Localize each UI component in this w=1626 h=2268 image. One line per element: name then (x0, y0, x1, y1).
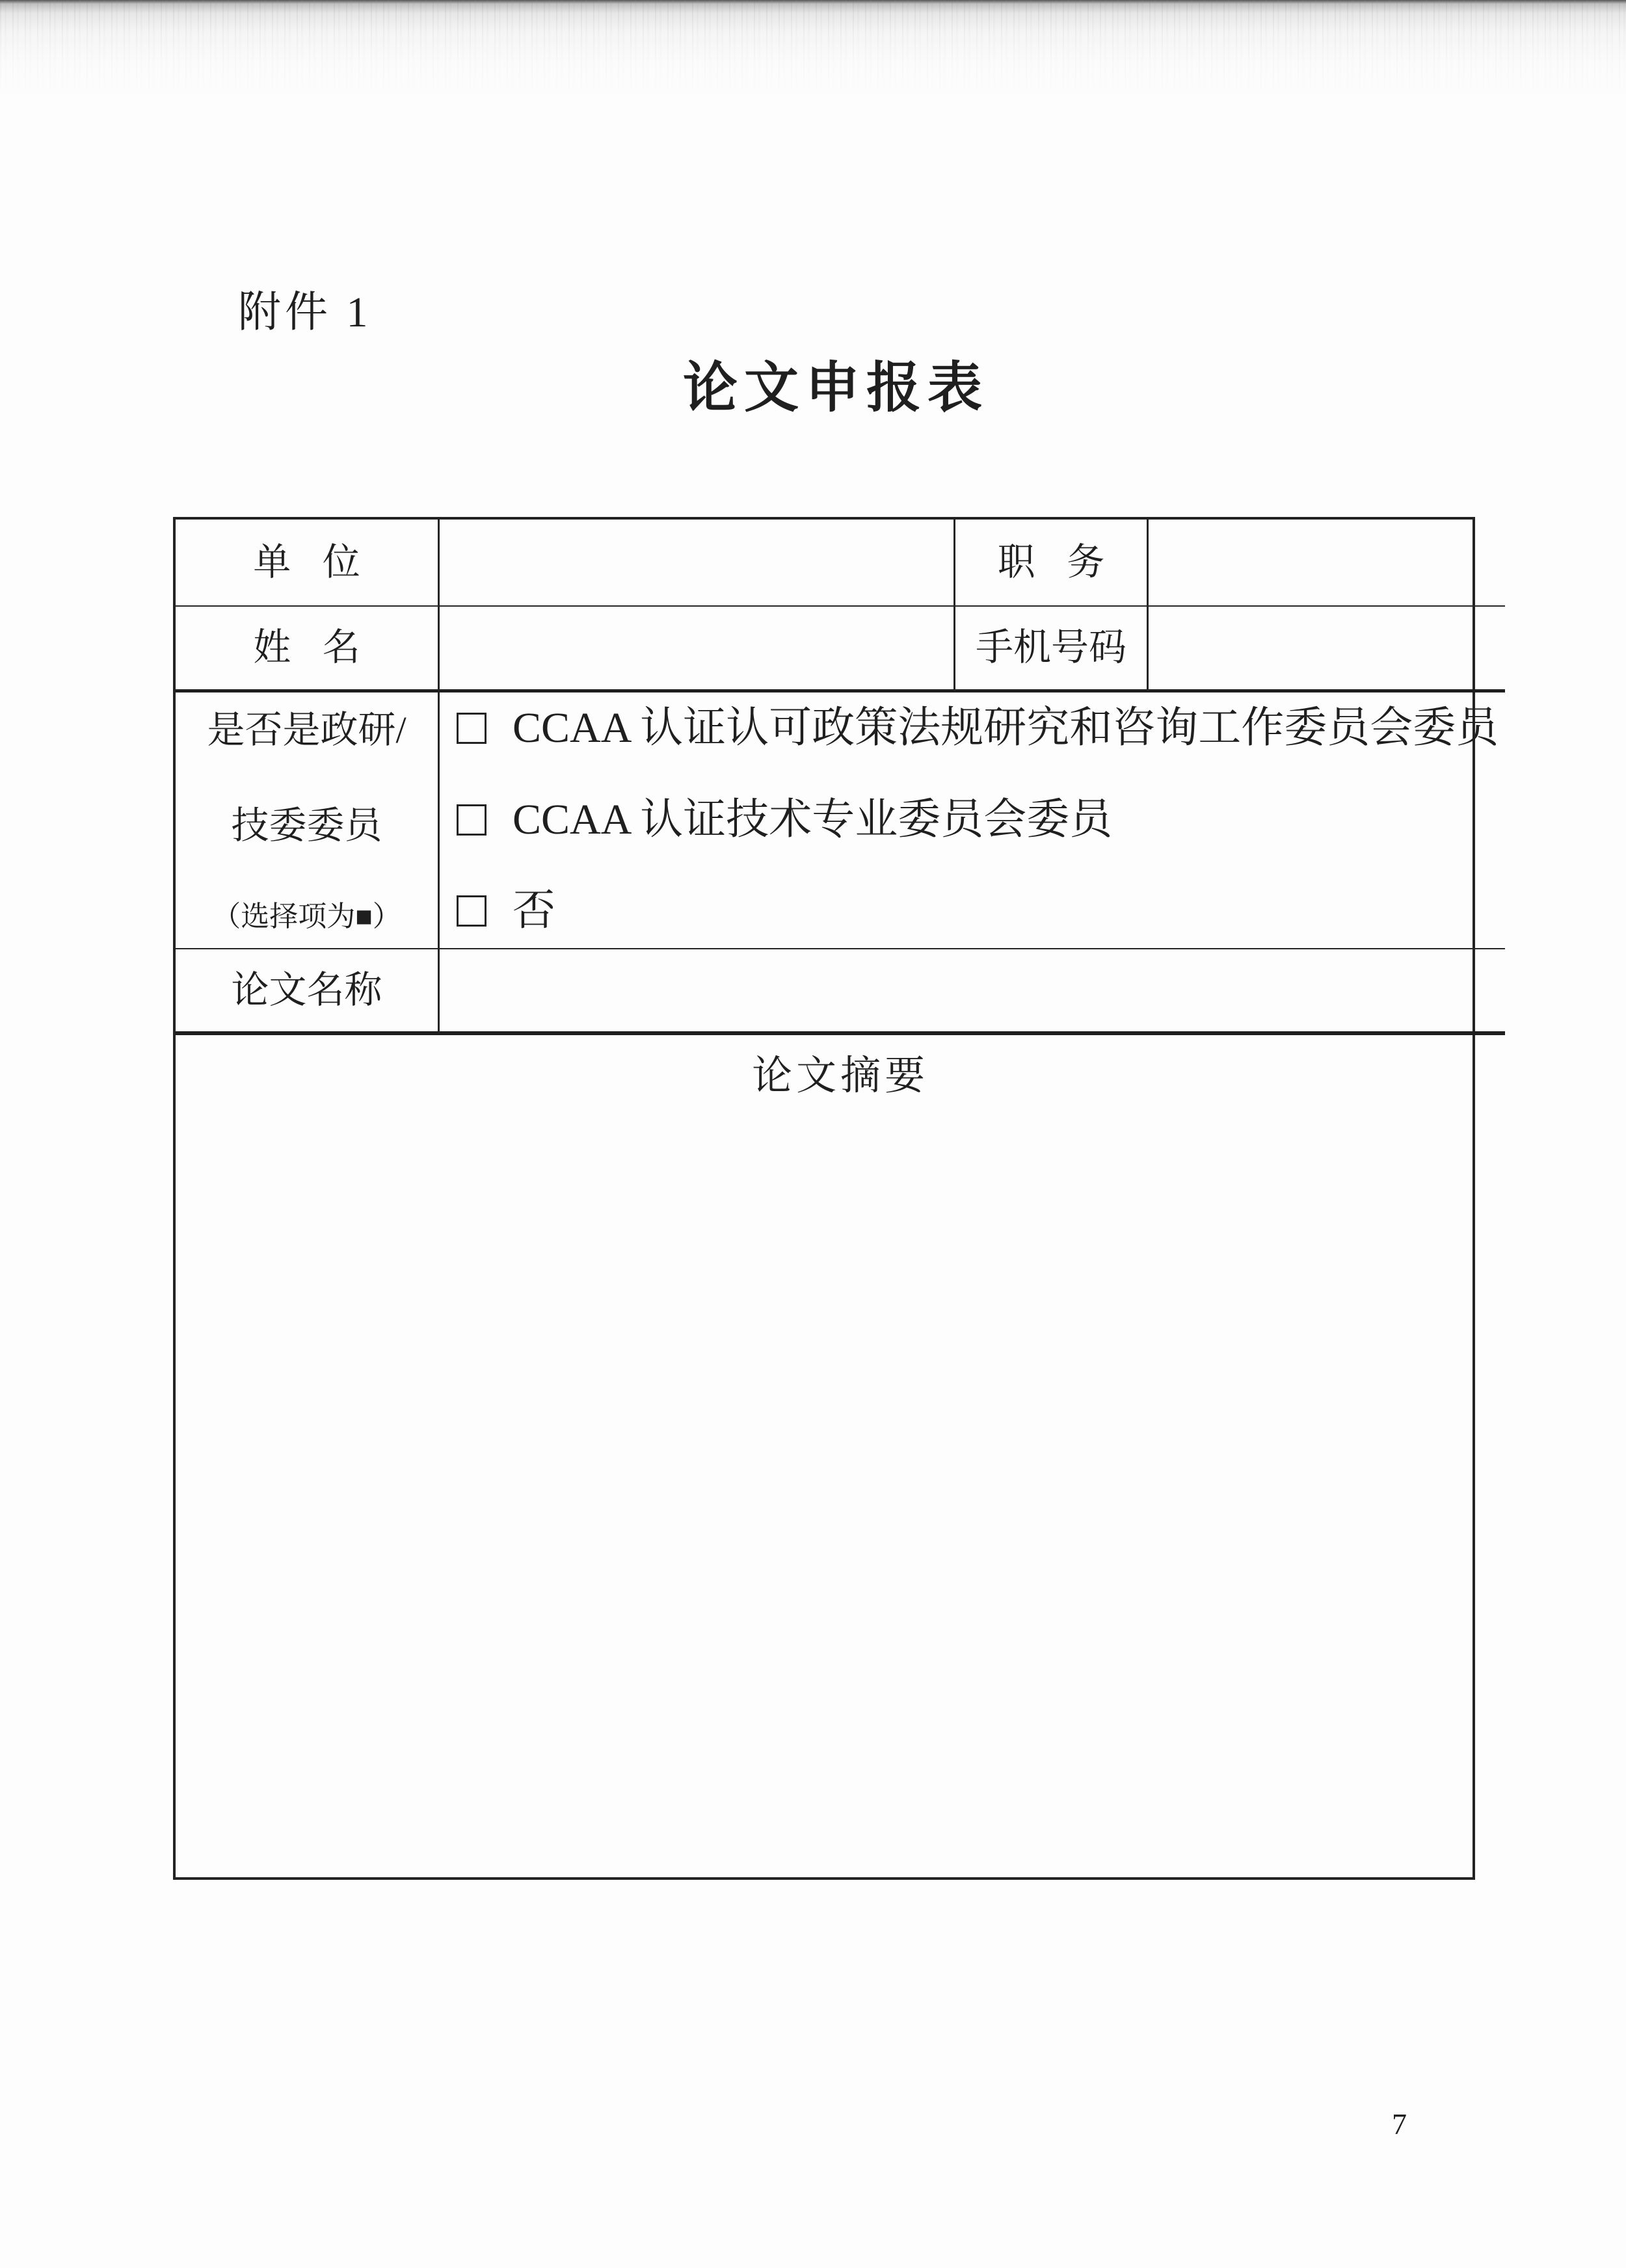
committee-selection-hint: （选择项为■） (212, 900, 401, 932)
scan-artifact-top (0, 0, 1626, 104)
paper-title-value-cell[interactable] (440, 949, 1505, 1035)
field-label-position: 职 务 (955, 520, 1149, 607)
abstract-cell[interactable] (176, 1035, 1505, 1877)
committee-option-no (457, 887, 1499, 934)
page-number: 7 (1392, 2107, 1407, 2141)
committee-option-policy-research (457, 704, 1499, 752)
attachment-label: 附件 1 (238, 289, 372, 336)
committee-option-technical (457, 795, 1499, 843)
name-value-cell[interactable] (440, 607, 955, 692)
checkbox-icon[interactable] (457, 804, 486, 836)
mobile-value-cell[interactable] (1149, 607, 1505, 692)
checkbox-icon[interactable] (457, 895, 486, 927)
unit-value-cell[interactable] (440, 520, 955, 607)
field-label-unit: 单 位 (176, 520, 440, 607)
checkbox-icon[interactable] (457, 713, 486, 744)
position-value-cell[interactable] (1149, 520, 1505, 607)
application-form-table (173, 517, 1499, 1880)
field-label-name: 姓 名 (176, 607, 440, 692)
committee-question-line2: 技委委员 (231, 804, 382, 847)
committee-option-label: 否 (513, 887, 555, 934)
field-label-mobile: 手机号码 (955, 607, 1149, 692)
page-title: 论文申报表 (682, 358, 989, 419)
committee-question-label (176, 692, 440, 949)
committee-option-label: CCAA 认证认可政策法规研究和咨询工作委员会委员 (513, 704, 1499, 752)
paper-title-label: 论文名称 (176, 949, 440, 1035)
committee-option-label: CCAA 认证技术专业委员会委员 (513, 795, 1113, 843)
abstract-header: 论文摘要 (752, 1054, 929, 1098)
committee-question-line1: 是否是政研/ (207, 709, 406, 751)
committee-options-cell (440, 692, 1505, 949)
